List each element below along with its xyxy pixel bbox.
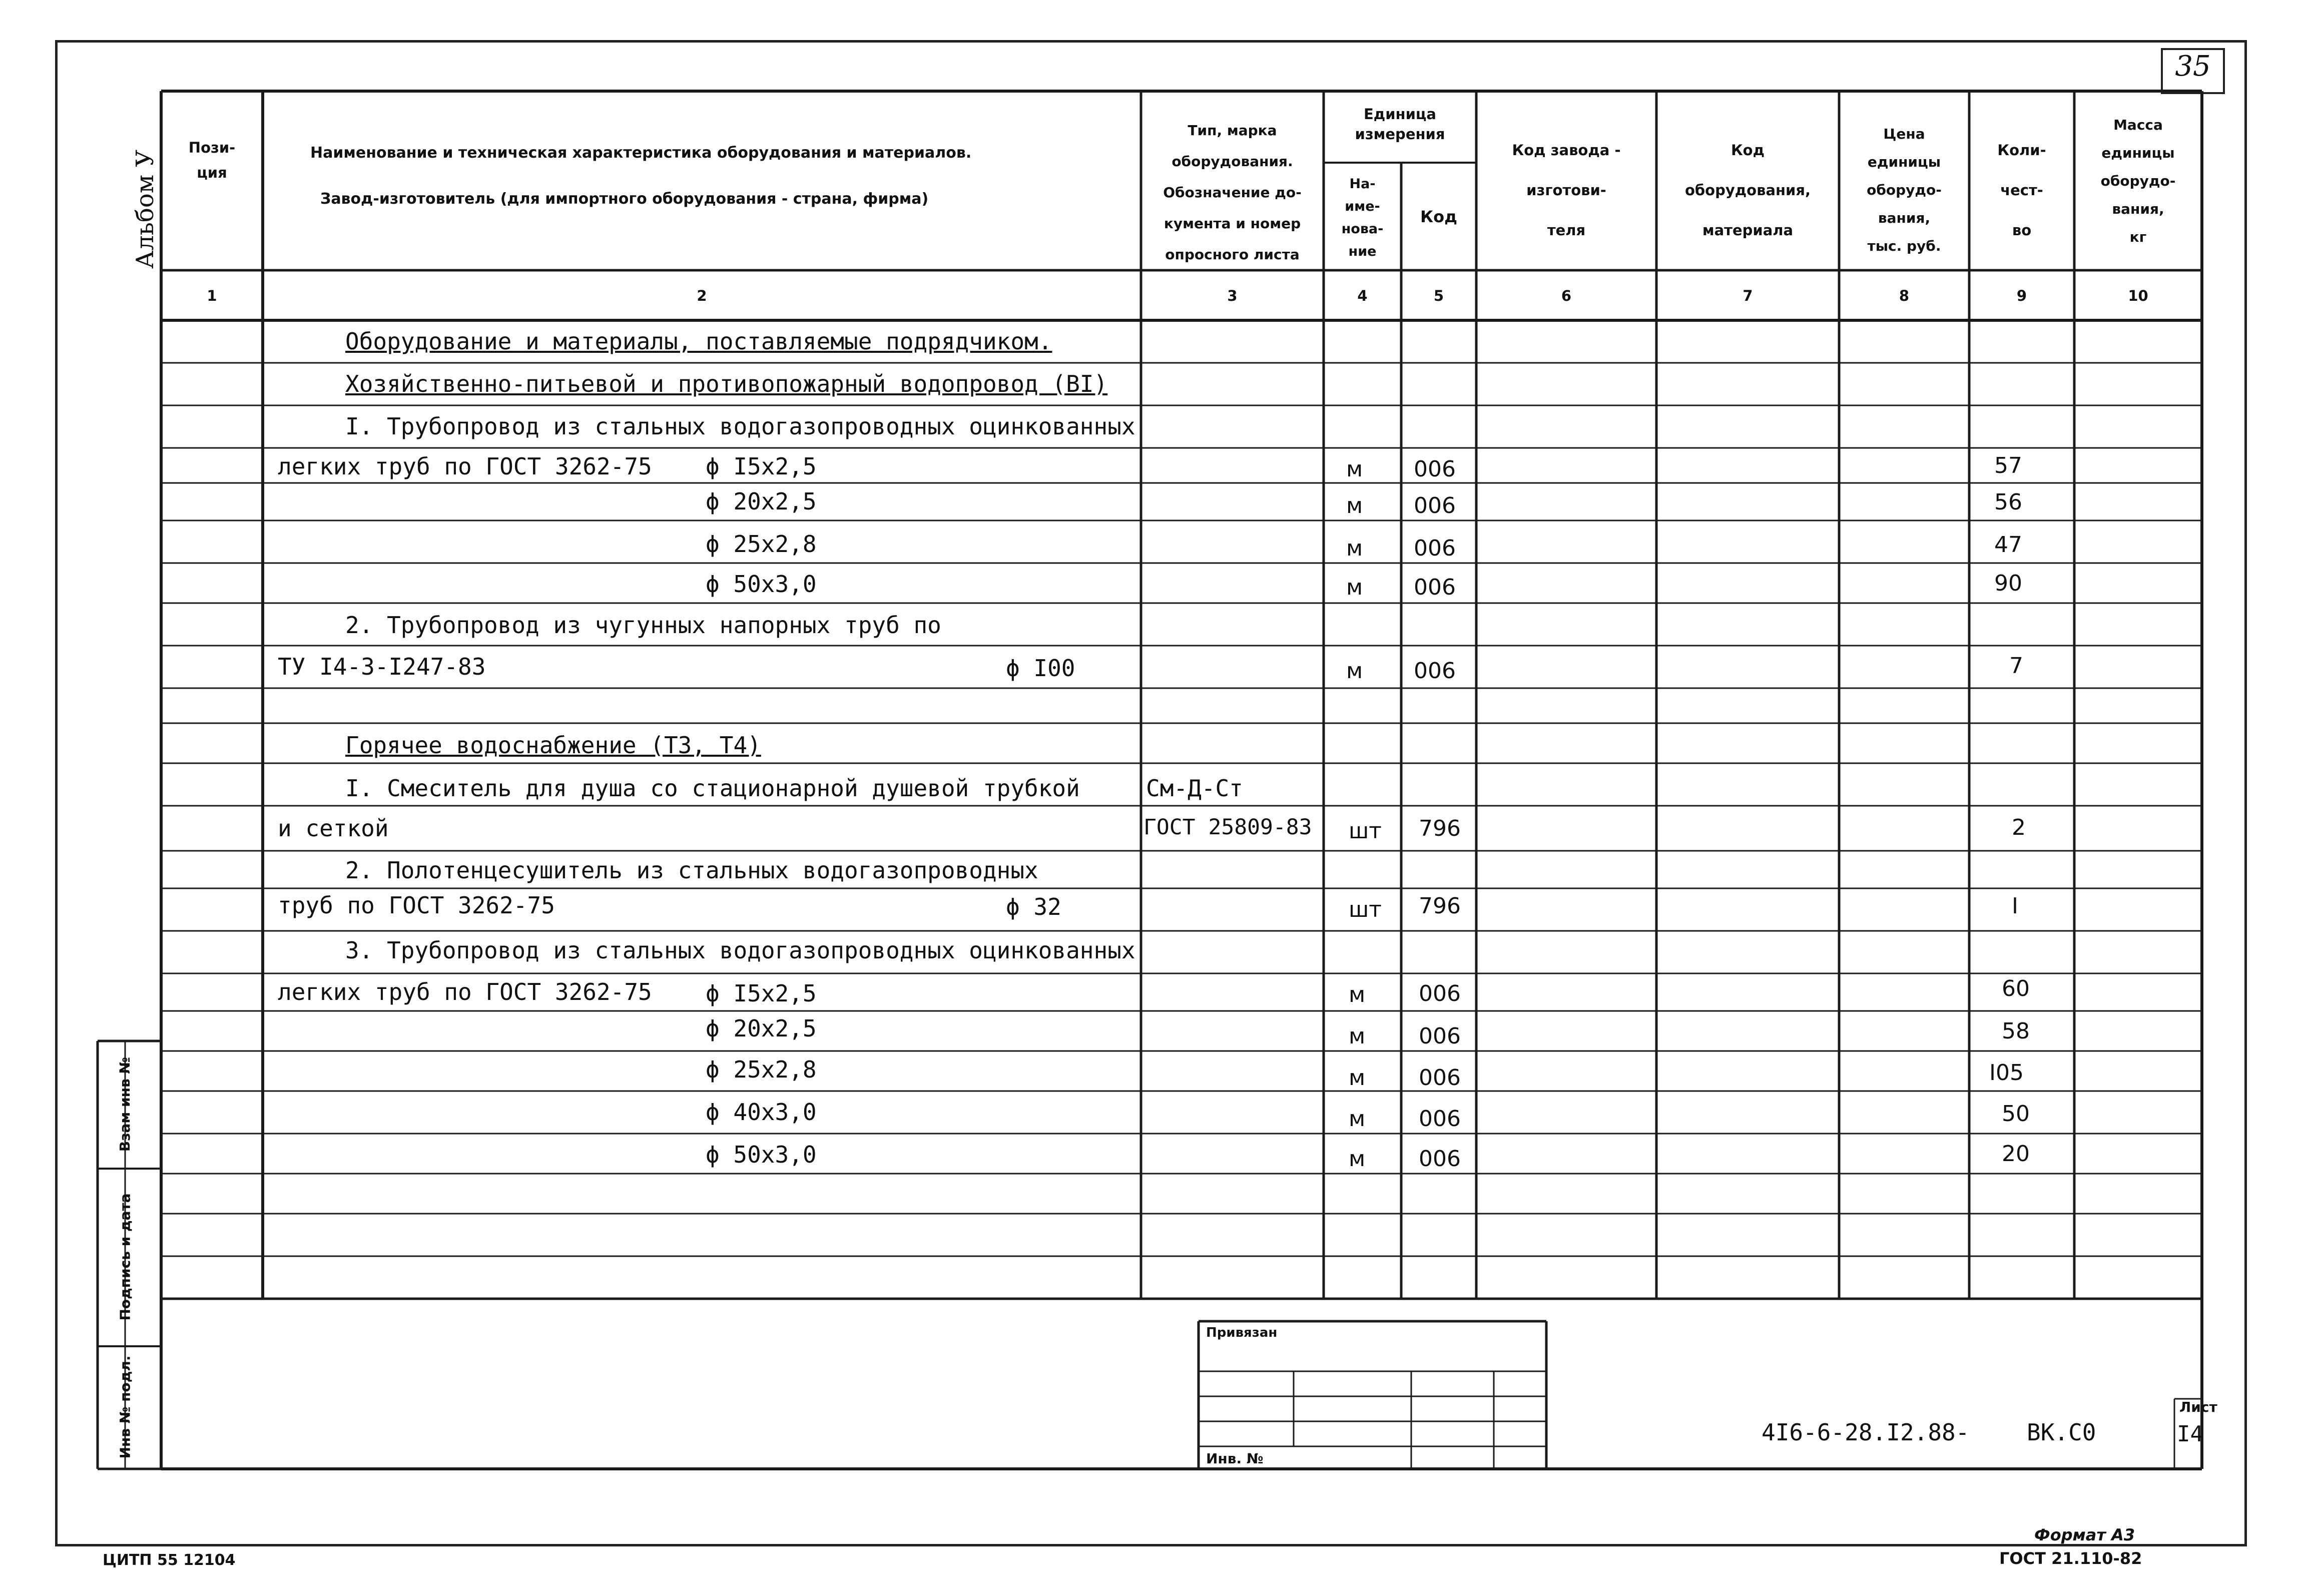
album-label: Альбом У [131,149,159,269]
header-type: Тип, марка оборудования. Обозначение до- кумента и номер опросного листа [1163,122,1302,263]
item-quantity: 50 [2002,1101,2030,1127]
item-name: ТУ I4-3-I247-83 [278,653,486,680]
item-quantity: I [2012,893,2018,919]
item-size: ϕ 32 [1006,893,1061,920]
col-number: 3 [1227,287,1238,304]
header-quantity: Коли- чест- во [1997,142,2046,239]
footer-format: Формат А3 [2034,1525,2135,1544]
item-size: ϕ 20x2,5 [706,488,817,515]
item-unit: м [1346,658,1363,684]
item-unit-code: 006 [1414,536,1456,561]
header-factory-code: Код завода - изготови- теля [1512,142,1621,239]
col-number: 1 [207,287,217,304]
item-unit: м [1346,536,1363,561]
item-quantity: 20 [2002,1141,2030,1167]
item-size: ϕ I00 [1006,655,1075,682]
item-unit: м [1349,1065,1366,1091]
header-position: Пози- ция [188,139,236,181]
item-unit: м [1349,1023,1366,1049]
item-unit-code: 006 [1419,1065,1461,1091]
item-unit-code: 006 [1419,981,1461,1006]
item-unit-code: 006 [1414,658,1456,684]
item-quantity: 58 [2002,1018,2030,1044]
item-name: труб по ГОСТ 3262-75 [278,892,555,919]
item-name: 2. Полотенцесушитель из стальных водогазопроводных [345,857,1038,884]
item-quantity: I05 [1989,1060,2024,1086]
section-title: Горячее водоснабжение (Т3, Т4) [345,732,761,759]
col-number: 9 [2016,287,2027,304]
item-unit-code: 006 [1414,575,1456,600]
item-unit: м [1346,575,1363,600]
item-name: и сеткой [278,815,389,842]
header-unit: Единица измерения [1355,106,1445,143]
item-quantity: 47 [1994,532,2022,558]
side-label-podpis: Подпись и дата [117,1193,134,1321]
item-name: легких труб по ГОСТ 3262-75 [278,978,652,1005]
item-size: ϕ 20x2,5 [706,1015,817,1042]
item-size: ϕ 25x2,8 [706,530,817,558]
item-type: См-Д-Ст [1146,775,1243,802]
item-unit: м [1346,456,1363,482]
col-number: 10 [2128,287,2148,304]
header-price: Цена единицы оборудо- вания, тыс. руб. [1867,126,1942,254]
item-unit-code: 006 [1414,493,1456,518]
item-unit-code: 006 [1419,1146,1461,1172]
item-size: ϕ 50x3,0 [706,571,817,598]
col-number: 6 [1561,287,1572,304]
header-name-line2: Завод-изготовитель (для импортного оборудования - страна, фирма) [320,190,929,208]
header-name-line1: Наименование и техническая характеристика оборудования и материалов. [310,144,972,162]
sheet-value: I4 [2177,1421,2203,1447]
stamp-inv-no: Инв. № [1206,1450,1264,1467]
side-label-inv-podl: Инв № подл. [117,1355,134,1459]
section-title: Хозяйственно-питьевой и противопожарный водопровод (BI) [345,370,1108,397]
item-unit-code: 006 [1414,456,1456,482]
item-quantity: 90 [1994,571,2022,596]
item-quantity: 2 [2012,815,2026,840]
item-size: ϕ 40x3,0 [706,1099,817,1126]
item-quantity: 7 [2009,653,2023,679]
sheet-label: Лист [2179,1399,2217,1415]
item-unit: шт [1349,818,1382,844]
item-unit: м [1349,1146,1366,1172]
item-size: ϕ 50x3,0 [706,1141,817,1168]
item-size: ϕ I5x2,5 [706,453,817,480]
item-size: ϕ 25x2,8 [706,1056,817,1083]
col-number: 8 [1899,287,1910,304]
header-equipment-code: Код оборудования, материала [1684,142,1811,239]
item-quantity: 57 [1994,453,2022,478]
col-number: 2 [697,287,707,304]
item-size: ϕ I5x2,5 [706,980,817,1007]
item-unit-code: 796 [1419,816,1461,841]
col-number: 5 [1433,287,1444,304]
item-unit: шт [1349,897,1382,922]
item-unit: м [1349,1106,1366,1132]
document-code: 4I6-6-28.I2.88- [1762,1419,1970,1446]
col-number: 4 [1357,287,1368,304]
item-unit: м [1346,493,1363,518]
footer-gost: ГОСТ 21.110-82 [1999,1549,2142,1568]
item-quantity: 56 [1994,489,2022,515]
document-mark: ВК.С0 [2027,1419,2096,1446]
header-unit-name: На- име- нова- ние [1341,176,1384,259]
sheet-number: 35 [2175,50,2211,83]
side-label-vzam: Взам инв № [117,1056,133,1152]
item-quantity: 60 [2002,976,2030,1001]
item-name: I. Трубопровод из стальных водогазопроводных оцинкованных [345,413,1135,440]
item-unit: м [1349,982,1366,1007]
header-mass: Масса единицы оборудо- вания, кг [2100,117,2176,245]
footer-left: ЦИТП 55 12104 [103,1551,236,1569]
item-unit-code: 006 [1419,1106,1461,1132]
item-name: 2. Трубопровод из чугунных напорных труб по [345,612,941,639]
item-unit-code: 006 [1419,1023,1461,1049]
item-name: легких труб по ГОСТ 3262-75 [278,453,652,480]
col-number: 7 [1743,287,1753,304]
item-name: I. Смеситель для душа со стационарной душевой трубкой [345,775,1080,802]
item-unit-code: 796 [1419,893,1461,919]
section-title: Оборудование и материалы, поставляемые подрядчиком. [345,328,1052,355]
stamp-privyazan: Привязан [1206,1325,1278,1340]
item-type: ГОСТ 25809-83 [1143,815,1312,840]
header-unit-code: Код [1420,207,1457,226]
item-name: 3. Трубопровод из стальных водогазопроводных оцинкованных [345,937,1135,964]
